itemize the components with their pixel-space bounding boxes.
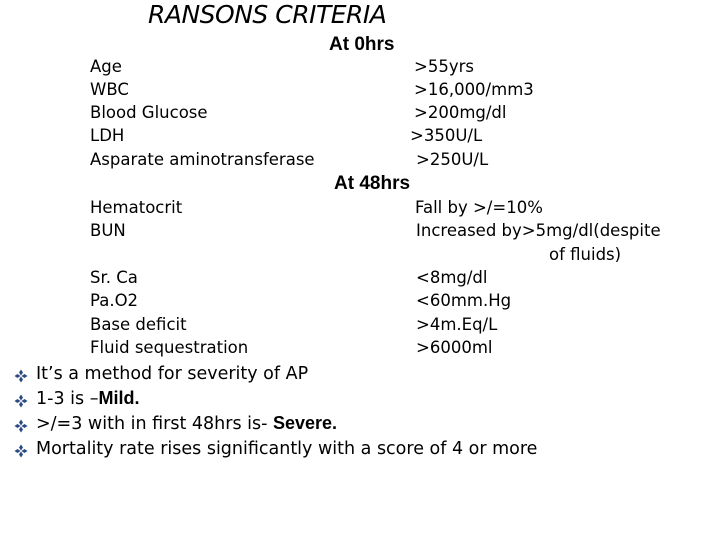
section-header-48hrs: At 48hrs <box>334 173 411 194</box>
criteria-value: >200mg/dl <box>414 103 507 122</box>
diamond-bullet-icon <box>14 391 28 405</box>
criteria-label: Base deficit <box>90 315 187 334</box>
bullet-text: 1-3 is – <box>36 389 99 409</box>
criteria-label: WBC <box>90 80 129 99</box>
criteria-label: Blood Glucose <box>90 103 208 122</box>
criteria-label: Sr. Ca <box>90 268 138 287</box>
bullet-text: Mortality rate rises significantly with a score of 4 or more <box>36 439 538 459</box>
criteria-label: Pa.O2 <box>90 291 139 310</box>
bullet-text: >/=3 with in first 48hrs is- <box>36 414 273 434</box>
criteria-value: >350U/L <box>410 126 483 145</box>
section-header-0hrs: At 0hrs <box>329 34 395 55</box>
bullet-emphasis: Mild. <box>98 388 140 408</box>
diamond-bullet-icon <box>14 441 28 455</box>
criteria-value: <60mm.Hg <box>416 291 512 310</box>
criteria-value: >6000ml <box>416 338 493 357</box>
criteria-label: Age <box>90 57 122 76</box>
diamond-bullet-icon <box>14 416 28 430</box>
criteria-value-continued: of fluids) <box>549 245 622 264</box>
criteria-value: <8mg/dl <box>416 268 488 287</box>
criteria-label: Hematocrit <box>90 198 183 217</box>
criteria-label: LDH <box>90 126 125 145</box>
criteria-value: >4m.Eq/L <box>416 315 498 334</box>
criteria-value: >250U/L <box>416 150 489 169</box>
criteria-label: Fluid sequestration <box>90 338 249 357</box>
slide-title: RANSONS CRITERIA <box>148 0 387 29</box>
criteria-value: Increased by>5mg/dl(despite <box>416 221 661 240</box>
criteria-value: >55yrs <box>414 57 474 76</box>
criteria-value: >16,000/mm3 <box>414 80 534 99</box>
bullet-text: It’s a method for severity of AP <box>36 364 309 384</box>
bullet-emphasis: Severe. <box>272 413 338 433</box>
criteria-label: Asparate aminotransferase <box>90 150 315 169</box>
criteria-label: BUN <box>90 221 126 240</box>
criteria-value: Fall by >/=10% <box>415 198 543 217</box>
diamond-bullet-icon <box>14 366 28 380</box>
